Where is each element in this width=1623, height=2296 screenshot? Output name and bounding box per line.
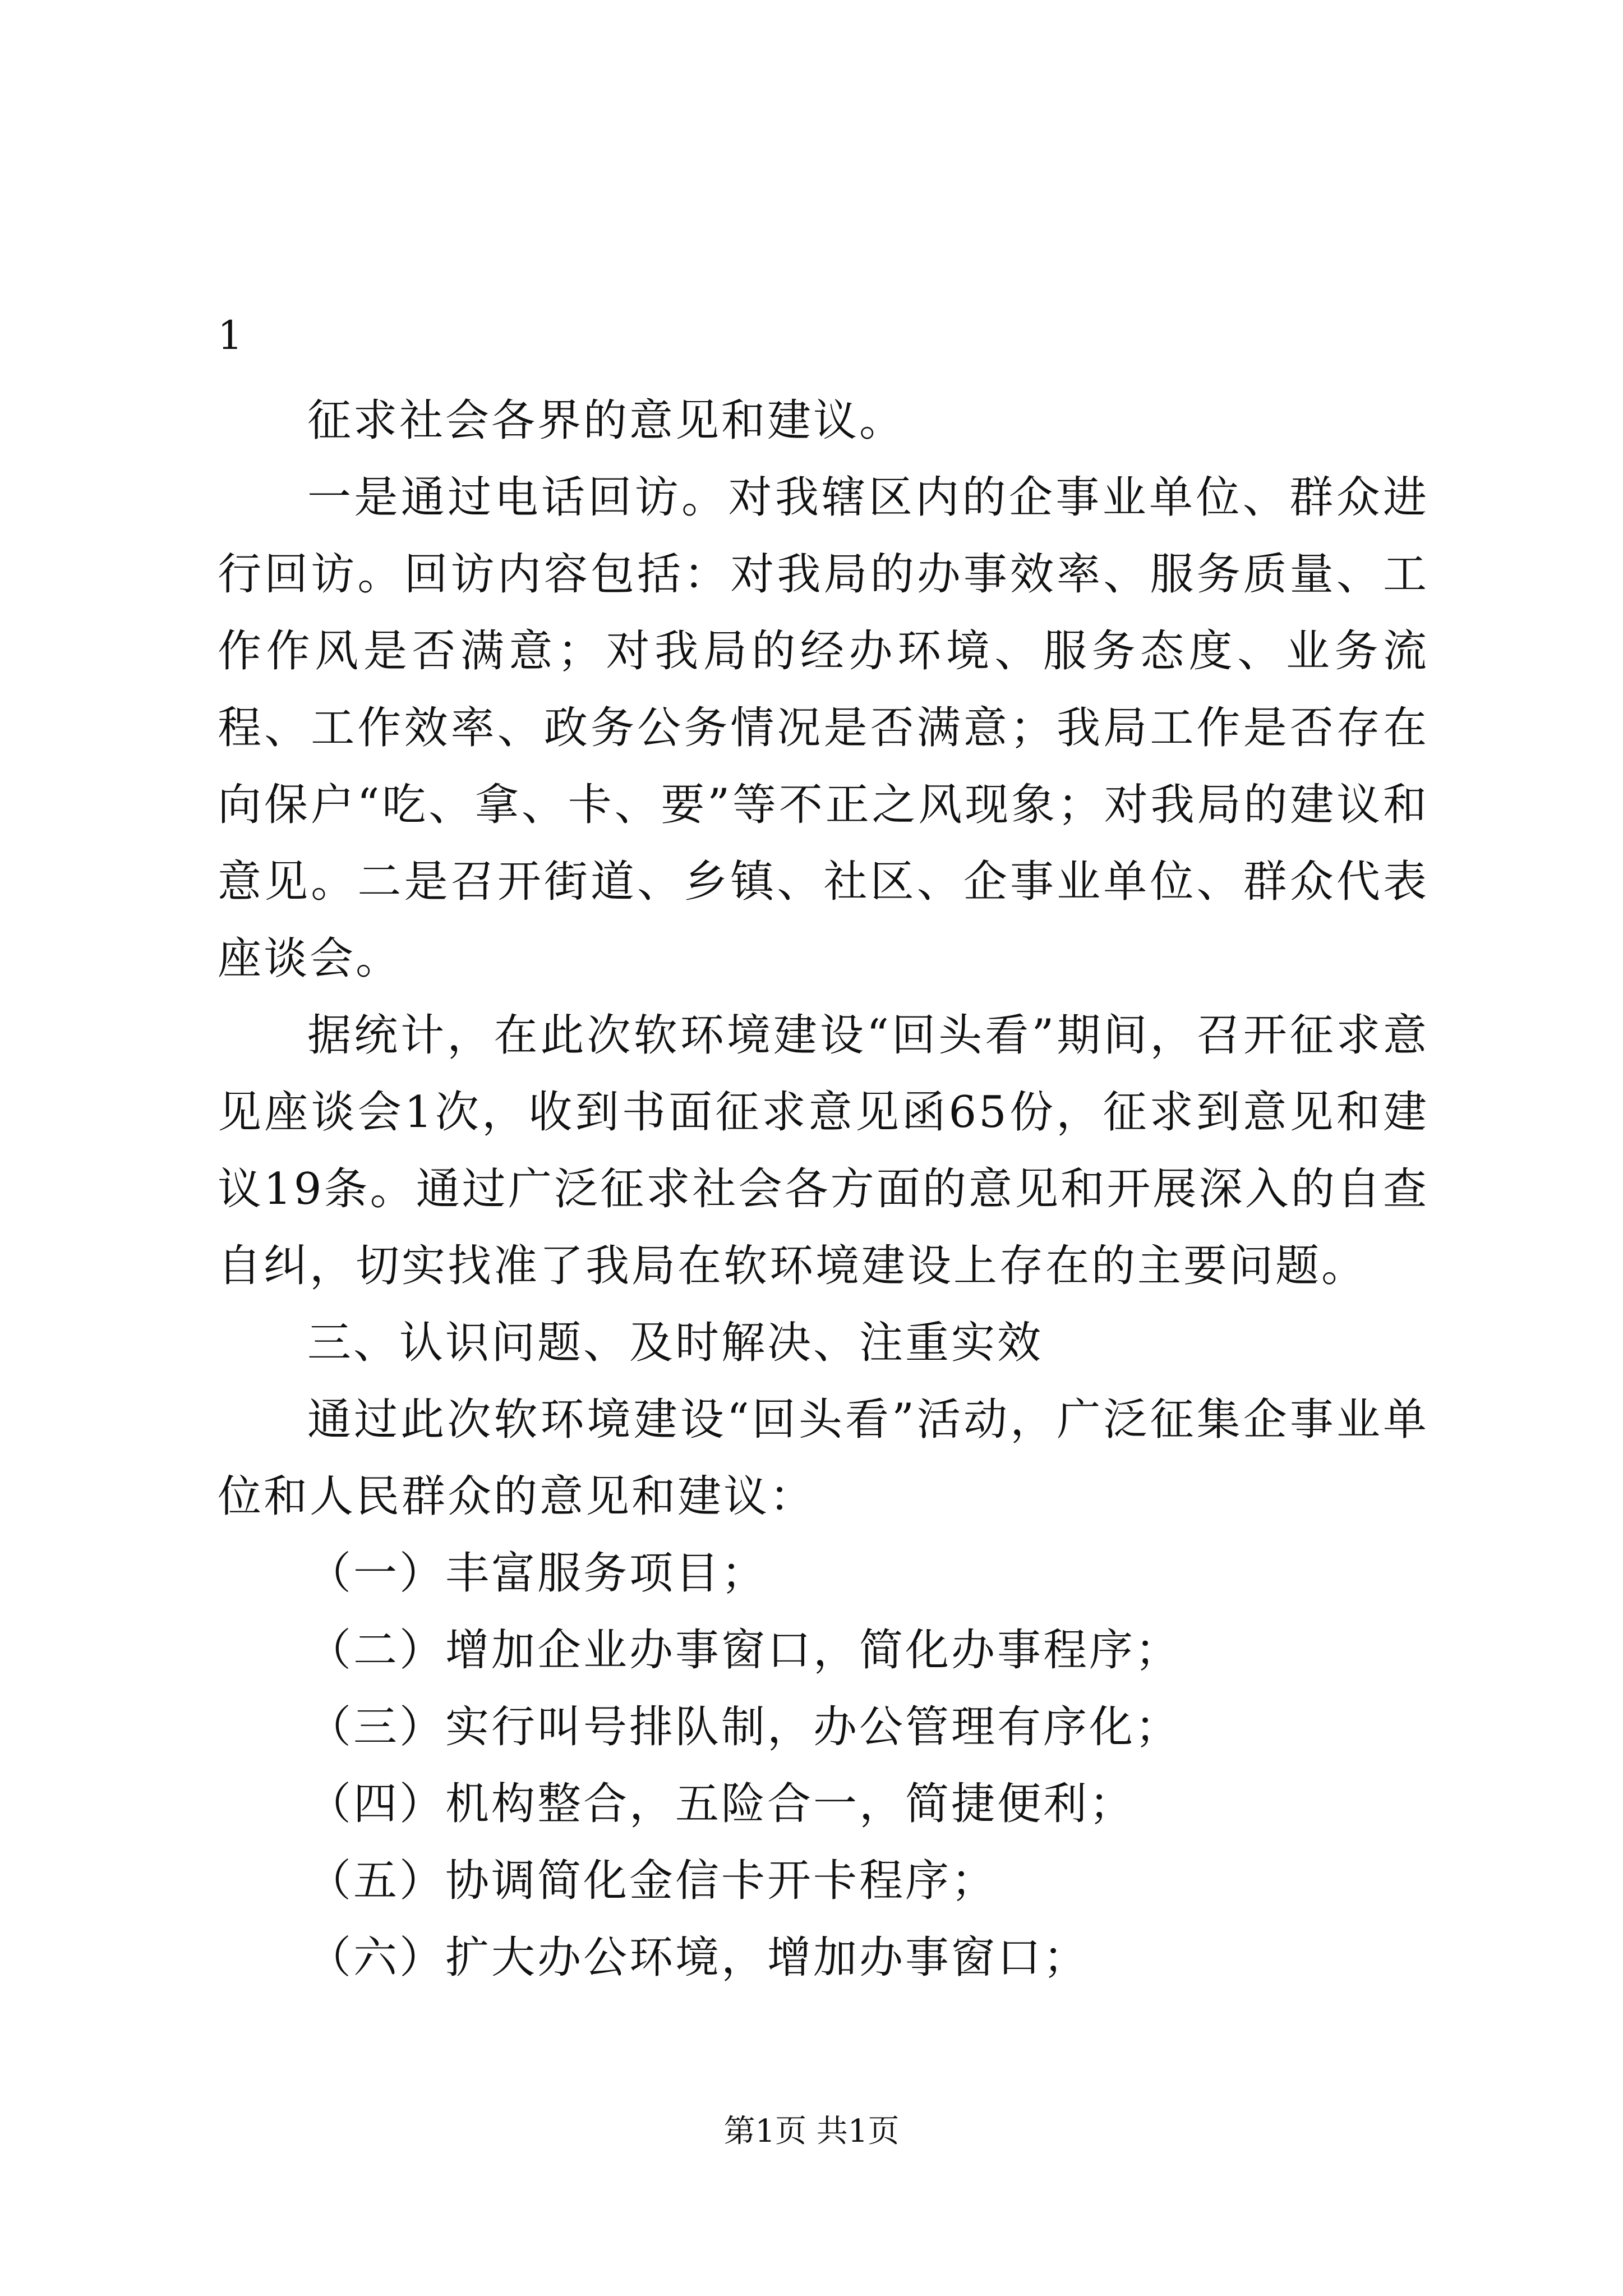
- list-item: （一）丰富服务项目；: [307, 1548, 768, 1599]
- document-body: [218, 383, 1429, 1996]
- paragraph: 征求社会各界的意见和建议。: [307, 395, 906, 446]
- page-marker: 1: [218, 312, 243, 358]
- list-item: （二）增加企业办事窗口，简化办事程序；: [307, 1625, 1182, 1676]
- paragraph: 通过此次软环境建设“回头看”活动，广泛征集企事业单位和人民群众的意见和建议：: [218, 1395, 1429, 1522]
- paragraph: 据统计，在此次软环境建设“回头看”期间，召开征求意见座谈会1次，收到书面征求意见函65份，征求到意见和建议19条。通过广泛征求社会各方面的意见和开展深入的自查自纠，切实找准了我局在软环境建设上存在的主要问题。: [218, 1010, 1429, 1291]
- paragraph: 一是通过电话回访。对我辖区内的企事业单位、群众进行回访。回访内容包括：对我局的办事效率、服务质量、工作作风是否满意；对我局的经办环境、服务态度、业务流程、工作效率、政务公务情况是否满意；我局工作是否存在向保户“吃、拿、卡、要”等不正之风现象；对我局的建议和意见。二是召开街道、乡镇、社区、企事业单位、群众代表座谈会。: [218, 472, 1429, 984]
- list-item: （五）协调简化金信卡开卡程序；: [307, 1856, 998, 1906]
- section-heading: 三、认识问题、及时解决、注重实效: [307, 1318, 1044, 1368]
- list-item: （三）实行叫号排队制，办公管理有序化；: [307, 1702, 1182, 1752]
- page-footer: 第1页 共1页: [723, 2113, 900, 2150]
- list-item: （四）机构整合，五险合一，简捷便利；: [307, 1779, 1136, 1829]
- list-item: （六）扩大办公环境，增加办事窗口；: [307, 1932, 1090, 1983]
